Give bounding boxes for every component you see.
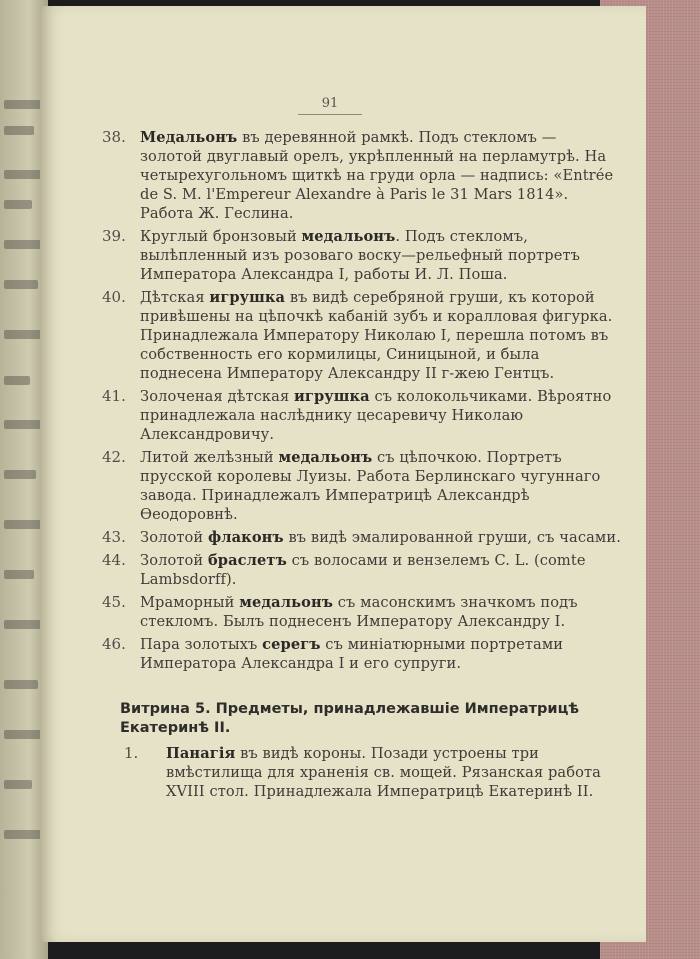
- entry-text: [140, 593, 622, 631]
- entry-text: [140, 387, 622, 444]
- entry-description: съ волосами и вензелемъ C. L. (comte Lambsdorff).: [140, 552, 586, 588]
- entry-keyword: серегъ: [262, 636, 321, 653]
- entry-number: 45.: [102, 593, 126, 611]
- entry-prefix: Дѣтская: [140, 289, 210, 306]
- entry-number: 44.: [102, 551, 126, 569]
- entry-prefix: Круглый бронзовый: [140, 228, 302, 245]
- entry-description: въ деревянной рамкѣ. Подъ стекломъ — золотой двуглавый орелъ, укрѣпленный на перламутрѣ. На четырехугольномъ щиткѣ на груди орла — надпись: «Entrée de S. M. l'Empereur Alexandre à Paris le 31 Mars 1814». Работа Ж. Геслина.: [140, 129, 614, 222]
- entry-prefix: Золотой: [140, 552, 208, 569]
- entry-text: [140, 635, 622, 673]
- list-item: [102, 593, 622, 631]
- entry-list: [102, 128, 622, 677]
- entry-description: съ колокольчиками. Вѣроятно принадлежала наслѣднику цесаревичу Николаю Александровичу.: [140, 388, 612, 443]
- list-item: [102, 551, 622, 589]
- entry-number: 42.: [102, 448, 126, 466]
- entry-keyword: игрушка: [209, 289, 286, 306]
- entry-number: 41.: [102, 387, 126, 405]
- entry-description: съ масонскимъ значкомъ подъ стекломъ. Былъ поднесенъ Императору Александру I.: [140, 594, 578, 630]
- entry-keyword: браслетъ: [207, 552, 287, 569]
- entry-number: 46.: [102, 635, 126, 653]
- entry-number: 39.: [102, 227, 126, 245]
- page-number-rule: [298, 114, 362, 115]
- entry-text: [166, 744, 620, 801]
- list-item: [102, 528, 622, 547]
- entry-text: [140, 551, 622, 589]
- entry-description: въ видѣ эмалированной груши, съ часами.: [283, 529, 621, 546]
- entry-text: [140, 128, 622, 223]
- entry-number: 1.: [124, 744, 139, 762]
- entry-text: [140, 288, 622, 383]
- entry-keyword: игрушка: [294, 388, 370, 405]
- list-item: [102, 387, 622, 444]
- entry-text: [140, 227, 622, 284]
- entry-keyword: медальонъ: [239, 594, 334, 611]
- entry-description: въ видѣ короны. Позади устроены три вмѣстилища для храненія св. мощей. Рязанская работа XVIII стол. Принадлежала Императрицѣ Екатеринѣ II.: [166, 745, 601, 800]
- entry-keyword: флаконъ: [207, 529, 284, 546]
- entry-number: 43.: [102, 528, 126, 546]
- entry-number: 38.: [102, 128, 126, 146]
- section-heading: Витрина 5. Предметы, принадлежавшіе Императрицѣ Екатеринѣ II.: [120, 701, 580, 736]
- entry-prefix: Литой желѣзный: [140, 449, 279, 466]
- list-item: [102, 227, 622, 284]
- page-number: 91: [321, 96, 339, 111]
- list-item: [102, 448, 622, 524]
- entry-prefix: Золотой: [140, 529, 208, 546]
- entry-text: [140, 528, 622, 547]
- entry-prefix: Мраморный: [140, 594, 240, 611]
- section-entry-list: [124, 744, 620, 805]
- entry-prefix: Пара золотыхъ: [140, 636, 263, 653]
- entry-number: 40.: [102, 288, 126, 306]
- entry-description: . Подъ стекломъ, вылѣпленный изъ розоваго воску—рельефный портретъ Императора Александра I, работы И. Л. Поша.: [140, 228, 581, 283]
- book-page: [40, 6, 646, 942]
- entry-description: съ миніатюрными портретами Императора Александра I и его супруги.: [140, 636, 564, 672]
- entry-keyword: медальонъ: [301, 228, 396, 245]
- list-item: [102, 635, 622, 673]
- list-item: [102, 128, 622, 223]
- entry-keyword: медальонъ: [278, 449, 373, 466]
- list-item: [102, 288, 622, 383]
- entry-keyword: Медальонъ: [140, 129, 238, 146]
- entry-description: съ цѣпочкою. Портретъ прусской королевы Луизы. Работа Берлинскаго чугуннаго завода. Принадлежалъ Императрицѣ Александрѣ Ѳеодоровнѣ.: [140, 449, 601, 523]
- entry-keyword: Панагія: [166, 745, 236, 762]
- entry-description: въ видѣ серебряной груши, къ которой привѣшены на цѣпочкѣ кабаній зубъ и коралловая фигурка. Принадлежала Императору Николаю I, перешла потомъ въ собственность его кормилицы, Синицыной, и была поднесена Императору Александру II г-жею Гентцъ.: [140, 289, 613, 382]
- entry-text: [140, 448, 622, 524]
- entry-prefix: Золоченая дѣтская: [140, 388, 294, 405]
- list-item: [124, 744, 620, 801]
